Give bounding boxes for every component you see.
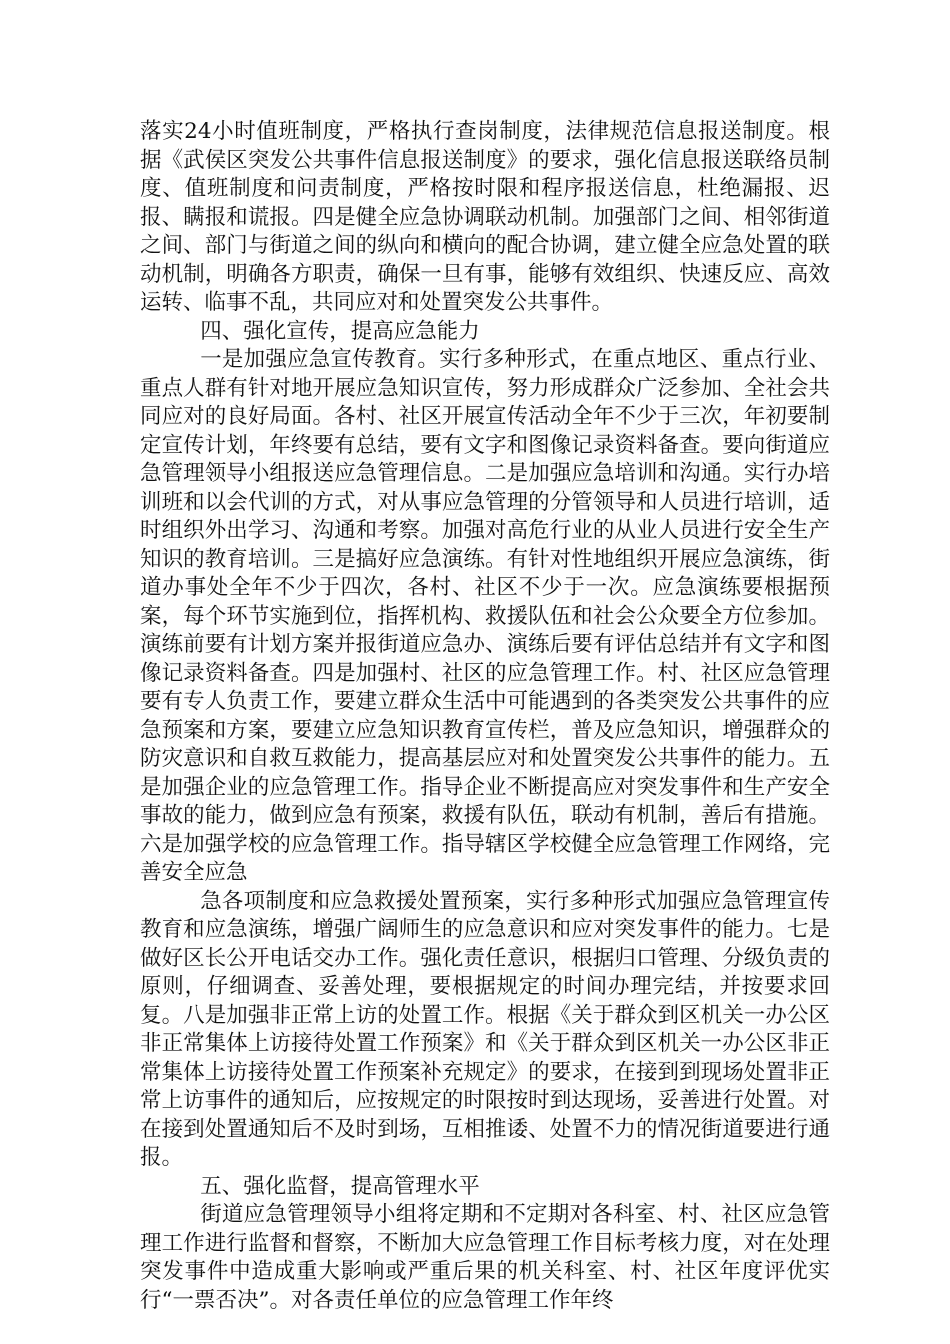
paragraph: 一是加强应急宣传教育。实行多种形式，在重点地区、重点行业、重点人群有针对地开展应急知识宣传，努力形成群众广泛参加、全社会共同应对的良好局面。各村、社区开展宣传活动全年不少于三次，年初要制定宣传计划，年终要有总结，要有文字和图像记录资料备查。要向街道应急管理领导小组报送应急管理信息。二是加强应急培训和沟通。实行办培训班和以会代训的方式，对从事应急管理的分管领导和人员进行培训，适时组织外出学习、沟通和考察。加强对高危行业的从业人员进行安全生产知识的教育培训。三是搞好应急演练。有针对性地组织开展应急演练，街道办事处全年不少于四次，各村、社区不少于一次。应急演练要根据预案，每个环节实施到位，指挥机构、救援队伍和社会公众要全方位参加。演练前要有计划方案并报街道应急办、演练后要有评估总结并有文字和图像记录资料备查。四是加强村、社区的应急管理工作。村、社区应急管理要有专人负责工作，要建立群众生活中可能遇到的各类突发公共事件的应急预案和方案，要建立应急知识教育宣传栏，普及应急知识，增强群众的防灾意识和自救互救能力，提高基层应对和处置突发公共事件的能力。五是加强企业的应急管理工作。指导企业不断提高应对突发事件和生产安全事故的能力，做到应急有预案，救援有队伍，联动有机制，善后有措施。六是加强学校的应急管理工作。指导辖区学校健全应急管理工作网络，完善安全应急 <box>140 347 830 885</box>
section-heading: 五、强化监督，提高管理水平 <box>200 1173 480 1199</box>
paragraph: 街道应急管理领导小组将定期和不定期对各科室、村、社区应急管理工作进行监督和督察，不断加大应急管理工作目标考核力度，对在处理突发事件中造成重大影响或严重后果的机关科室、村、社区年度评优实行“一票否决”。对各责任单位的应急管理工作年终 <box>140 1202 830 1313</box>
document-body <box>140 118 830 1315</box>
paragraph: 落实24小时值班制度，严格执行查岗制度，法律规范信息报送制度。根据《武侯区突发公共事件信息报送制度》的要求，强化信息报送联络员制度、值班制度和问责制度，严格按时限和程序报送信息，杜绝漏报、迟报、瞒报和谎报。四是健全应急协调联动机制。加强部门之间、相邻街道之间、部门与街道之间的纵向和横向的配合协调，建立健全应急处置的联动机制，明确各方职责，确保一旦有事，能够有效组织、快速反应、高效运转、临事不乱，共同应对和处置突发公共事件。 <box>140 119 830 315</box>
section-heading: 四、强化宣传，提高应急能力 <box>200 318 480 344</box>
paragraph: 急各项制度和应急救援处置预案，实行多种形式加强应急管理宣传教育和应急演练，增强广阔师生的应急意识和应对突发事件的能力。七是做好区长公开电话交办工作。强化责任意识，根据归口管理、分级负责的原则，仔细调查、妥善处理，要根据规定的时间办理完结，并按要求回复。八是加强非正常上访的处置工作。根据《关于群众到区机关一办公区非正常集体上访接待处置工作预案》和《关于群众到区机关一办公区非正常集体上访接待处置工作预案补充规定》的要求，在接到到现场处置非正常上访事件的通知后，应按规定的时限按时到达现场，妥善进行处置。对在接到处置通知后不及时到场，互相推诿、处置不力的情况街道要进行通报。 <box>140 888 830 1170</box>
